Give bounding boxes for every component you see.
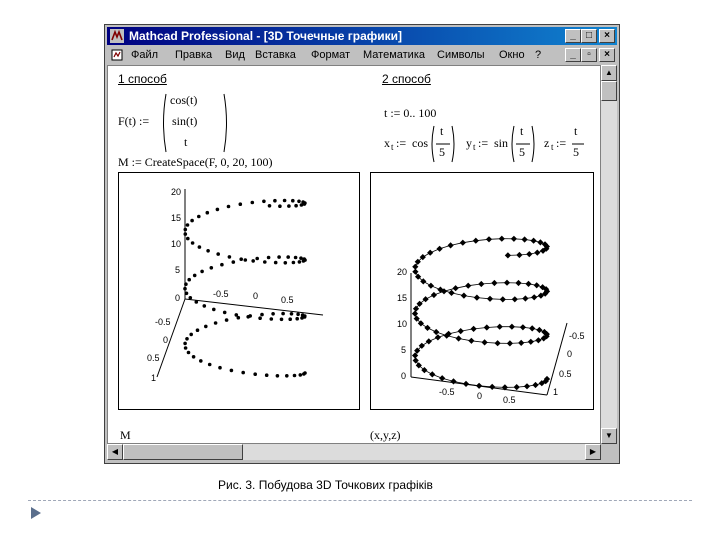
plot1-x-tick-neg: -0.5 xyxy=(213,289,229,299)
plot1-point xyxy=(302,259,306,263)
plot2-point xyxy=(534,282,540,288)
z-frac-den: 5 xyxy=(573,145,579,159)
x-lhs: x xyxy=(384,136,390,150)
plot1-point xyxy=(298,260,302,264)
plot2-point xyxy=(529,325,535,331)
menu-window[interactable]: Окно xyxy=(499,49,525,61)
plot1-y-tick-1: 1 xyxy=(151,373,157,383)
plot2-point xyxy=(505,252,511,258)
plot1-point xyxy=(287,204,291,208)
plot2-point xyxy=(422,296,428,302)
triangle-bullet-icon xyxy=(30,506,42,520)
plot2-point xyxy=(516,252,522,258)
minimize-button[interactable]: _ xyxy=(565,29,581,43)
plot1-point xyxy=(184,228,188,232)
mathcad-app-icon xyxy=(110,29,124,43)
plot1-point xyxy=(268,204,272,208)
plot1-label[interactable]: M xyxy=(120,428,131,442)
plot2-point xyxy=(499,236,505,242)
range-definition[interactable]: t := 0.. 100 xyxy=(384,106,437,120)
slide-divider xyxy=(28,500,692,501)
plot1-point xyxy=(288,317,292,321)
plot2-point xyxy=(504,280,510,286)
plot1-point xyxy=(184,346,188,350)
y-lhs: y xyxy=(466,136,472,150)
y-sin: sin xyxy=(494,136,509,150)
plot2-point xyxy=(486,236,492,242)
plot1-z-tick-0: 0 xyxy=(175,293,181,303)
plot1-point xyxy=(212,308,216,312)
menu-file[interactable]: Файл xyxy=(131,49,159,61)
plot1-point xyxy=(218,366,222,370)
plot1-point xyxy=(191,241,195,245)
vector-cos[interactable]: cos(t) xyxy=(170,93,198,107)
plot2-x-tick-neg: -0.5 xyxy=(439,387,455,397)
plot2-point xyxy=(433,329,439,335)
plot2-point xyxy=(500,296,506,302)
plot1-point xyxy=(195,300,199,304)
plot1-point xyxy=(284,261,288,265)
plot2-point xyxy=(526,251,532,257)
doc-minimize-button[interactable]: _ xyxy=(565,48,581,62)
plot1-point xyxy=(220,263,224,267)
plot2-point xyxy=(511,236,517,242)
plot2-point xyxy=(450,378,456,384)
plot1-point xyxy=(186,237,190,241)
doc-restore-button[interactable]: ▫ xyxy=(581,48,597,62)
plot1-z-tick-15: 15 xyxy=(171,213,182,223)
plot1-point xyxy=(189,333,193,337)
horizontal-scrollbar[interactable] xyxy=(107,444,601,460)
y-assign: := xyxy=(478,136,489,150)
plot1-point xyxy=(232,260,236,264)
plot2-point xyxy=(465,283,471,289)
plot2-y-tick-05: 0.5 xyxy=(559,369,572,379)
plot2-point xyxy=(413,306,419,312)
plot1-point xyxy=(277,255,281,259)
plot1-frame[interactable] xyxy=(118,172,360,410)
plot2-point xyxy=(514,384,520,390)
plot1-point xyxy=(208,363,212,367)
plot1-point xyxy=(251,259,255,263)
y-frac-num: t xyxy=(520,124,524,138)
plot1-point xyxy=(253,372,257,376)
menu-math[interactable]: Математика xyxy=(363,49,425,61)
plot1-z-tick-5: 5 xyxy=(175,265,181,275)
plot2-y-tick-1: 1 xyxy=(553,387,559,397)
plot2-point xyxy=(436,246,442,252)
plot2-point xyxy=(491,280,497,286)
menu-view[interactable]: Вид xyxy=(225,49,245,61)
plot2-point xyxy=(521,236,527,242)
plot2-z-tick-20: 20 xyxy=(397,267,408,277)
plot1-point xyxy=(235,313,239,317)
plot2-point xyxy=(489,384,495,390)
plot2-point xyxy=(416,301,422,307)
plot2-point xyxy=(470,326,476,332)
plot2-point xyxy=(413,357,419,363)
plot2-point xyxy=(535,337,541,343)
plot1-point xyxy=(192,355,196,359)
menu-format[interactable]: Формат xyxy=(311,49,351,61)
plot2-point xyxy=(494,340,500,346)
plot2-point xyxy=(515,280,521,286)
plot2-point xyxy=(518,340,524,346)
plot2-point xyxy=(497,324,503,330)
plot2-point xyxy=(476,383,482,389)
plot2-point xyxy=(463,381,469,387)
plot2-point xyxy=(435,334,441,340)
plot1-point xyxy=(274,261,278,265)
plot1-point xyxy=(258,316,262,320)
plot1-point xyxy=(216,208,220,212)
plot1-point xyxy=(297,200,301,204)
plot2-curve xyxy=(415,239,547,388)
scroll-left-button[interactable]: ◀ xyxy=(107,444,123,460)
plot1-point xyxy=(263,260,267,264)
plot2-point xyxy=(481,339,487,345)
plot1-point xyxy=(291,199,295,203)
plot1-point xyxy=(228,255,232,259)
plot2-x-tick-pos: 0.5 xyxy=(503,395,516,405)
plot1-point xyxy=(251,201,255,205)
maximize-button[interactable]: □ xyxy=(581,29,597,43)
menu-symbols[interactable]: Символы xyxy=(437,49,485,61)
vertical-scroll-thumb[interactable] xyxy=(601,81,617,101)
y-subscript: t xyxy=(473,142,476,152)
plot1-point xyxy=(255,257,259,261)
plot2-point xyxy=(525,281,531,287)
plot1-point xyxy=(292,261,296,265)
plot2-point xyxy=(428,283,434,289)
plot1-z-tick-20: 20 xyxy=(171,187,182,197)
plot2-point xyxy=(429,371,435,377)
plot1-point xyxy=(227,205,231,209)
plot1-point xyxy=(186,223,190,227)
plot2-point xyxy=(478,281,484,287)
plot1-point xyxy=(294,204,298,208)
plot1-point xyxy=(200,270,204,274)
plot2-point xyxy=(468,338,474,344)
plot1-point xyxy=(187,351,191,355)
plot2-point xyxy=(507,340,513,346)
plot1-point xyxy=(281,312,285,316)
plot1-point xyxy=(214,321,218,325)
plot2-point xyxy=(484,324,490,330)
plot1-point xyxy=(299,256,303,260)
plot1-point xyxy=(198,245,202,249)
z-subscript: t xyxy=(551,142,554,152)
figure-caption: Рис. 3. Побудова 3D Точкових графіків xyxy=(218,478,433,492)
plot2-point xyxy=(530,238,536,244)
plot2-point xyxy=(522,295,528,301)
plot1-point xyxy=(271,312,275,316)
scroll-down-button[interactable]: ▼ xyxy=(601,428,617,444)
plot1-point xyxy=(239,202,243,206)
plot1-point xyxy=(278,204,282,208)
plot1-z-tick-10: 10 xyxy=(171,239,182,249)
plot2-z-tick-0: 0 xyxy=(401,371,407,381)
plot2-point xyxy=(524,383,530,389)
plot1-point xyxy=(203,304,207,308)
plot1-axes xyxy=(157,189,323,377)
x-frac-den: 5 xyxy=(439,145,445,159)
plot1-point xyxy=(216,252,220,256)
scroll-up-button[interactable]: ▲ xyxy=(601,65,617,81)
plot1-point xyxy=(185,337,189,341)
plot2-point xyxy=(528,339,534,345)
vector-sin[interactable]: sin(t) xyxy=(172,114,198,128)
plot2-point xyxy=(427,250,433,256)
plot1-point xyxy=(286,255,290,259)
plot1-point xyxy=(204,325,208,329)
plot1-point xyxy=(276,374,280,378)
y-frac-den: 5 xyxy=(519,145,525,159)
plot2-point xyxy=(460,240,466,246)
plot2-point xyxy=(473,238,479,244)
plot2-label[interactable]: (x,y,z) xyxy=(370,428,401,442)
plot2-y-tick-neg: -0.5 xyxy=(569,331,585,341)
z-frac-num: t xyxy=(574,124,578,138)
menu-insert[interactable]: Вставка xyxy=(255,49,296,61)
plot1-point xyxy=(190,219,194,223)
plot2-point xyxy=(461,292,467,298)
plot1-point xyxy=(283,199,287,203)
plot1-point xyxy=(189,296,193,300)
plot1-point xyxy=(285,374,289,378)
plot2-point xyxy=(531,294,537,300)
plot2-frame[interactable] xyxy=(370,172,594,410)
function-definition[interactable]: F(t) := xyxy=(118,114,150,128)
plot2-point xyxy=(474,294,480,300)
plot1-point xyxy=(199,359,203,363)
plot1-point xyxy=(265,373,269,377)
plot1-point xyxy=(300,203,304,207)
plot2-point xyxy=(431,292,437,298)
plot1-point xyxy=(183,287,187,291)
plot1-point xyxy=(239,257,243,261)
create-space-expression[interactable]: M := CreateSpace(F, 0, 20, 100) xyxy=(118,155,273,169)
x-cos: cos xyxy=(412,136,428,150)
plot1-y-tick-0: 0 xyxy=(163,335,169,345)
plot1-y-tick-05: 0.5 xyxy=(147,353,160,363)
menu-help[interactable]: ? xyxy=(535,49,542,61)
plot2-y-tick-0: 0 xyxy=(567,349,573,359)
plot1-y-tick-neg: -0.5 xyxy=(155,317,171,327)
plot1-point xyxy=(206,211,210,215)
plot2-point xyxy=(448,290,454,296)
x-assign: := xyxy=(396,136,407,150)
plot2-point xyxy=(458,328,464,334)
plot1-points xyxy=(183,199,307,378)
plot1-point xyxy=(296,313,300,317)
method2-label: 2 способ xyxy=(382,72,431,86)
window-title: Mathcad Professional - [3D Точечные графики] xyxy=(129,29,403,43)
plot2-point xyxy=(532,382,538,388)
plot1-point xyxy=(246,315,250,319)
plot1-point xyxy=(302,372,306,376)
plot2-points xyxy=(412,236,550,391)
plot1-point xyxy=(187,278,191,282)
plot1-point xyxy=(293,374,297,378)
plot2-z-tick-10: 10 xyxy=(397,319,408,329)
plot2-point xyxy=(509,324,515,330)
plot2-point xyxy=(412,310,418,316)
plot2-point xyxy=(487,296,493,302)
plot1-point xyxy=(183,342,187,346)
plot1-point xyxy=(262,200,266,204)
doc-close-button[interactable]: × xyxy=(599,48,615,62)
plot1-point xyxy=(295,317,299,321)
menu-bar xyxy=(107,46,617,64)
z-lhs: z xyxy=(544,136,550,150)
worksheet[interactable] xyxy=(107,65,601,444)
plot1-point xyxy=(299,373,303,377)
plot1-x-tick-0: 0 xyxy=(253,291,259,301)
plot2-point xyxy=(447,242,453,248)
close-button[interactable]: × xyxy=(599,29,615,43)
horizontal-scroll-thumb[interactable] xyxy=(123,444,243,460)
plot1-point xyxy=(184,232,188,236)
mathcad-window xyxy=(104,24,620,464)
plot2-point xyxy=(520,324,526,330)
plot1-point xyxy=(260,313,264,317)
x-frac-num: t xyxy=(440,124,444,138)
method1-label: 1 способ xyxy=(118,72,167,86)
plot2-point xyxy=(424,325,430,331)
plot1-point xyxy=(241,371,245,375)
plot1-point xyxy=(223,311,227,315)
plot2-z-tick-15: 15 xyxy=(397,293,408,303)
scroll-right-button[interactable]: ▶ xyxy=(585,444,601,460)
plot2-x-tick-0: 0 xyxy=(477,391,483,401)
plot2-point xyxy=(512,296,518,302)
plot1-point xyxy=(300,316,304,320)
plot1-point xyxy=(210,266,214,270)
plot1-point xyxy=(197,215,201,219)
plot1-point xyxy=(290,312,294,316)
vector-t[interactable]: t xyxy=(184,135,188,149)
plot1-point xyxy=(273,199,277,203)
plot1-x-tick-pos: 0.5 xyxy=(281,295,294,305)
plot1-point xyxy=(244,258,248,262)
plot1-point xyxy=(225,318,229,322)
plot2-point xyxy=(426,338,432,344)
plot1-point xyxy=(230,369,234,373)
plot2-z-tick-5: 5 xyxy=(401,345,407,355)
vertical-scrollbar[interactable] xyxy=(601,65,617,444)
x-subscript: t xyxy=(391,142,394,152)
plot1-point xyxy=(280,318,284,322)
plot2-point xyxy=(455,335,461,341)
plot1-point xyxy=(267,256,271,260)
plot1-point xyxy=(185,292,189,296)
menu-edit[interactable]: Правка xyxy=(175,49,213,61)
title-bar xyxy=(107,27,617,45)
plot1-point xyxy=(206,249,210,253)
plot1-point xyxy=(270,317,274,321)
document-icon[interactable] xyxy=(111,49,123,61)
z-assign: := xyxy=(556,136,567,150)
plot1-point xyxy=(193,274,197,278)
plot2-point xyxy=(452,285,458,291)
plot2-point xyxy=(534,249,540,255)
plot1-point xyxy=(184,282,188,286)
plot1-point xyxy=(196,328,200,332)
plot1-point xyxy=(294,256,298,260)
